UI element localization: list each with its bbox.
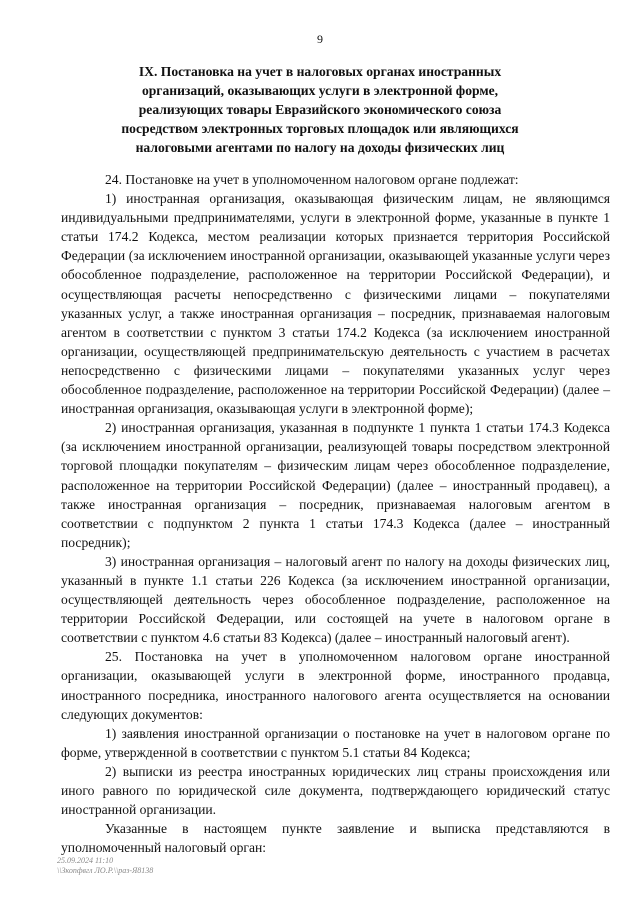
section-heading: IX. Постановка на учет в налоговых органах иностранных организаций, оказывающих услуги в электронной форме, реализующих товары Евразийского экономического союза посредством электронных торговых площадок или являющихся налоговыми агентами по налогу на доходы физических лиц <box>121 64 519 155</box>
paragraph: 1) заявления иностранной организации о постановке на учет в налоговом органе по форме, утвержденной в соответствии с пунктом 5.1 статьи 84 Кодекса; <box>61 725 610 760</box>
paragraph: Указанные в настоящем пункте заявление и выписка представляются в уполномоченный налоговый орган: <box>61 821 610 856</box>
paragraph: 25. Постановка на учет в уполномоченном налоговом органе иностранной организации, оказывающей услуги в электронной форме, иностранного продавца, иностранного посредника, иностранного налогового агента осуществляется на основании следующих документов: <box>61 649 610 722</box>
footer-timestamp: 25.09.2024 11:10 <box>57 856 114 865</box>
document-footer <box>57 856 153 876</box>
paragraph: 3) иностранная организация – налоговый агент по налогу на доходы физических лиц, указанный в пункте 1.1 статьи 226 Кодекса (за исключением иностранной организации, осуществляющей деятельность через обособленное подразделение, расположенное на территории Российской Федерации, или состоящей на учете в налоговом органе в соответствии с пунктом 4.6 статьи 83 Кодекса) (далее – иностранный налоговый агент). <box>61 553 610 646</box>
footer-file-path: \\Зкопфвгл ЛО.Р.\\раз-Я8138 <box>57 866 154 875</box>
paragraph: 24. Постановке на учет в уполномоченном налоговом органе подлежат: <box>105 172 519 187</box>
document-body <box>61 170 610 857</box>
paragraph: 2) иностранная организация, указанная в подпункте 1 пункта 1 статьи 174.3 Кодекса (за исключением иностранной организации, реализующей товары посредством электронной торговой площадки покупателям – физическим лицам через обособленное подразделение, расположенное на территории Российской Федерации) (далее – иностранный продавец), а также иностранная организация – посредник, признаваемая налоговым агентом в соответствии с подпунктом 2 пункта 1 статьи 174.3 Кодекса (далее – иностранный посредник); <box>61 420 610 550</box>
paragraph: 2) выписки из реестра иностранных юридических лиц страны происхождения или иного равного по юридической силе документа, подтверждающего юридический статус иностранной организации. <box>61 763 610 818</box>
paragraph: 1) иностранная организация, оказывающая физическим лицам, не являющимся индивидуальными предпринимателями, услуги в электронной форме, указанные в пункте 1 статьи 174.2 Кодекса, местом реализации которых признается территория Российской Федерации (за исключением иностранной организации, оказывающей указанные услуги через обособленное подразделение, расположенное на территории Российской Федерации), и осуществляющая расчеты непосредственно с физическими лицами – покупателями указанных услуг, а также иностранная организация – посредник, признаваемая налоговым агентом в соответствии с пунктом 3 статьи 174.2 Кодекса (за исключением иностранной организации, осуществляющей предпринимательскую деятельность с участием в расчетах непосредственно с физическими лицами – покупателями указанных услуг через обособленное подразделение, расположенное на территории Российской Федерации) (далее – иностранная организация, оказывающая услуги в электронной форме); <box>61 191 610 417</box>
page-number: 9 <box>317 32 323 46</box>
